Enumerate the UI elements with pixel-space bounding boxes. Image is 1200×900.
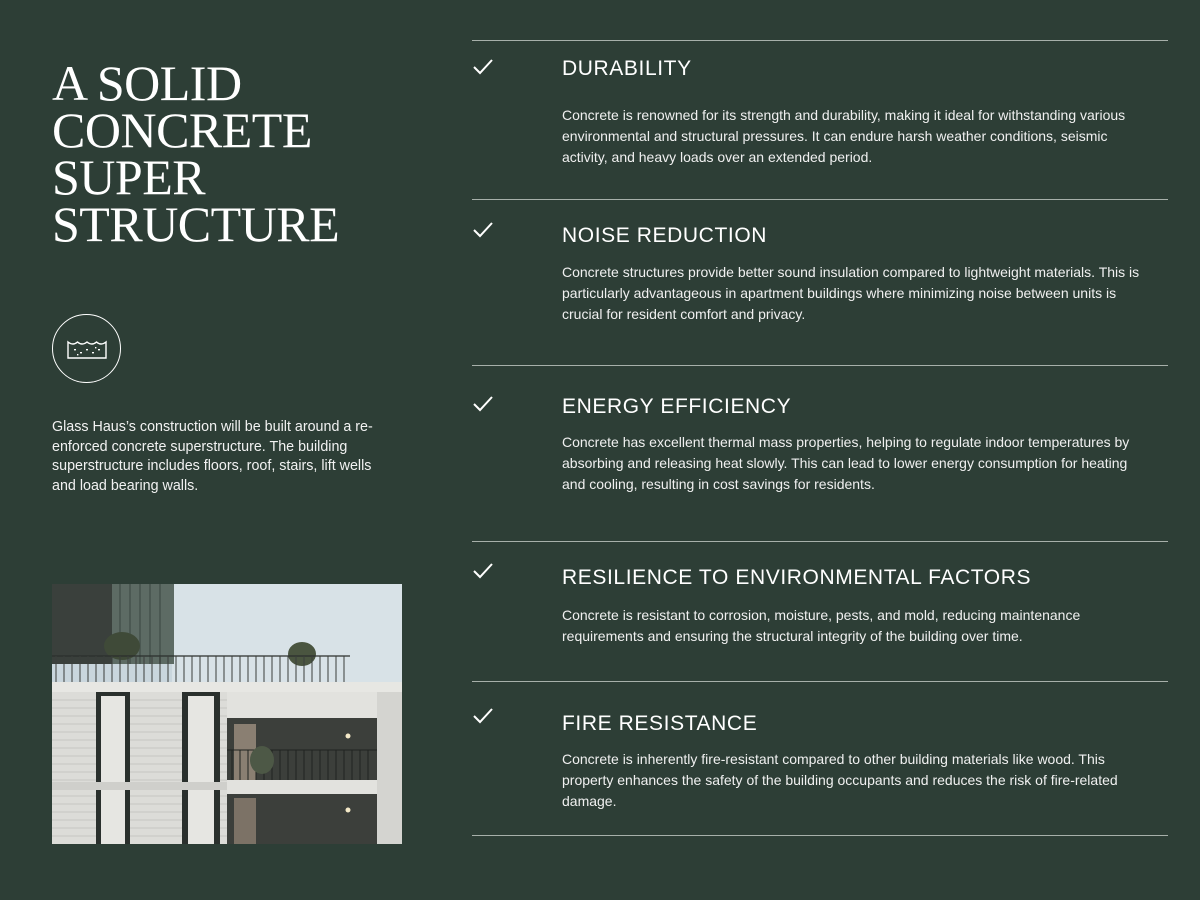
title-line: STRUCTURE [52, 196, 340, 252]
page-title [52, 55, 432, 252]
feature-text: Concrete is renowned for its strength and durability, making it ideal for withstanding various environmental and structural pressures. It can endure harsh weather conditions, seismic activity, and heavy loads over an extended period. [562, 107, 1126, 165]
feature-text: Concrete structures provide better sound insulation compared to lightweight materials. This is particularly advantageous in apartment buildings where minimizing noise between units is crucial for resident comfort and privacy. [562, 264, 1140, 322]
intro-paragraph: Glass Haus’s construction will be built around a re-enforced concrete superstructure. The building superstructure includes floors, roof, stairs, lift wells and load bearing walls. [52, 419, 373, 494]
title-line: A SOLID [52, 55, 242, 111]
divider [472, 199, 1168, 200]
feature-title: ENERGY EFFICIENCY [562, 395, 792, 418]
checkmark-icon [472, 58, 494, 76]
checkmark-icon [472, 562, 494, 580]
divider [472, 365, 1168, 366]
divider [472, 835, 1168, 836]
checkmark-icon [472, 707, 494, 725]
concrete-slab-icon [52, 314, 121, 383]
building-photo [52, 584, 402, 844]
feature-title: DURABILITY [562, 57, 692, 80]
feature-text: Concrete is inherently fire-resistant compared to other building materials like wood. This property enhances the safety of the building occupants and reduces the risk of fire-related damage. [562, 751, 1118, 809]
feature-title: RESILIENCE TO ENVIRONMENTAL FACTORS [562, 566, 1032, 589]
divider [472, 681, 1168, 682]
title-line: SUPER [52, 149, 206, 205]
feature-title: FIRE RESISTANCE [562, 712, 758, 735]
feature-text: Concrete has excellent thermal mass properties, helping to regulate indoor temperatures by absorbing and releasing heat slowly. This can lead to lower energy consumption for heating and cooling, resulting in cost savings for residents. [562, 434, 1130, 492]
feature-title: NOISE REDUCTION [562, 224, 768, 247]
checkmark-icon [472, 395, 494, 413]
title-line: CONCRETE [52, 102, 312, 158]
feature-text: Concrete is resistant to corrosion, moisture, pests, and mold, reducing maintenance requirements and ensuring the structural integrity of the building over time. [562, 607, 1081, 644]
checkmark-icon [472, 221, 494, 239]
features-list [472, 0, 1168, 900]
divider [472, 40, 1168, 41]
divider [472, 541, 1168, 542]
